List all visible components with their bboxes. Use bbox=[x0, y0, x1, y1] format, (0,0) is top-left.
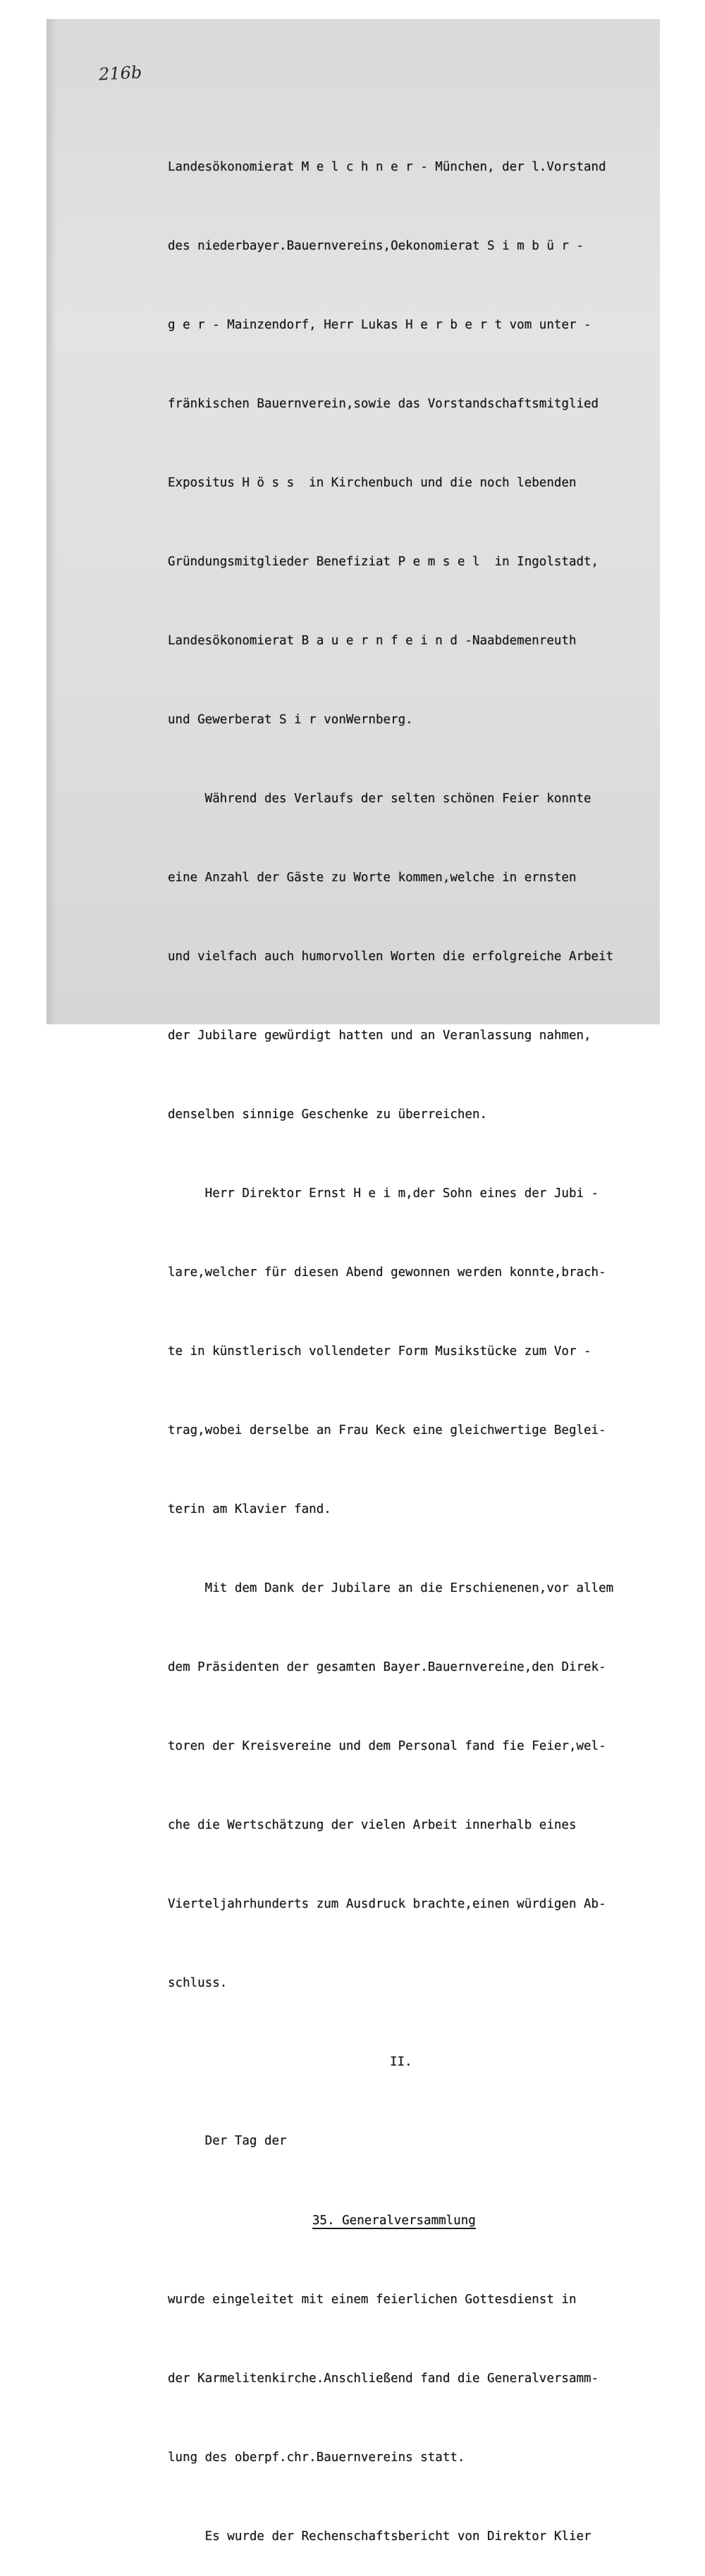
text-line-3: g e r - Mainzendorf, Herr Lukas H e r b e r t vom unter - bbox=[168, 317, 591, 332]
closing-line-1: wurde eingeleitet mit einem feierlichen Gottesdienst in bbox=[168, 2292, 577, 2307]
text-line-20: dem Präsidenten der gesamten Bayer.Bauernvereine,den Direk- bbox=[168, 1660, 606, 1675]
section-intro: Der Tag der bbox=[168, 2134, 287, 2149]
text-line-8: und Gewerberat S i r vonWernberg. bbox=[168, 712, 413, 727]
text-line-23: Vierteljahrhunderts zum Ausdruck brachte,einen würdigen Ab- bbox=[168, 1897, 606, 1912]
text-line-16: te in künstlerisch vollendeter Form Musikstücke zum Vor - bbox=[168, 1344, 591, 1359]
section-heading bbox=[168, 2208, 647, 2234]
text-line-2: des niederbayer.Bauernvereins,Oekonomierat S i m b ü r - bbox=[168, 238, 584, 253]
section-heading-text: 35. Generalversammlung bbox=[312, 2213, 476, 2228]
text-line-9: Während des Verlaufs der selten schönen Feier konnte bbox=[168, 791, 591, 806]
archive-number: 216b bbox=[98, 62, 142, 85]
typewritten-text bbox=[168, 102, 647, 2576]
text-line-22: che die Wertschätzung der vielen Arbeit innerhalb eines bbox=[168, 1818, 577, 1833]
text-line-12: der Jubilare gewürdigt hatten und an Veranlassung nahmen, bbox=[168, 1029, 591, 1043]
text-line-4: fränkischen Bauernverein,sowie das Vorstandschaftsmitglied bbox=[168, 396, 599, 411]
text-line-6: Gründungsmitglieder Benefiziat P e m s e l in Ingolstadt, bbox=[168, 554, 599, 569]
closing-line-4: Es wurde der Rechenschaftsbericht von Direktor Klier bbox=[168, 2529, 591, 2544]
text-line-24: schluss. bbox=[168, 1976, 228, 1991]
text-line-13: denselben sinnige Geschenke zu überreichen. bbox=[168, 1108, 488, 1122]
closing-line-2: der Karmelitenkirche.Anschließend fand die Generalversamm- bbox=[168, 2371, 599, 2386]
section-roman-numeral: II. bbox=[390, 2055, 412, 2070]
text-line-21: toren der Kreisvereine und dem Personal fand fie Feier,wel- bbox=[168, 1739, 606, 1754]
text-line-19: Mit dem Dank der Jubilare an die Erschienenen,vor allem bbox=[168, 1581, 614, 1596]
text-line-18: terin am Klavier fand. bbox=[168, 1502, 331, 1517]
text-line-17: trag,wobei derselbe an Frau Keck eine gleichwertige Beglei- bbox=[168, 1423, 606, 1438]
text-line-14: Herr Direktor Ernst H e i m,der Sohn eines der Jubi - bbox=[168, 1186, 599, 1201]
text-line-7: Landesökonomierat B a u e r n f e i n d -Naabdemenreuth bbox=[168, 633, 577, 648]
text-line-10: eine Anzahl der Gäste zu Worte kommen,welche in ernsten bbox=[168, 870, 577, 885]
text-line-11: und vielfach auch humorvollen Worten die erfolgreiche Arbeit bbox=[168, 950, 614, 964]
text-line-5: Expositus H ö s s in Kirchenbuch und die noch lebenden bbox=[168, 475, 577, 490]
page-edge-shadow bbox=[47, 19, 56, 1024]
closing-line-3: lung des oberpf.chr.Bauernvereins statt. bbox=[168, 2450, 465, 2465]
text-line-1: Landesökonomierat M e l c h n e r - München, der l.Vorstand bbox=[168, 159, 606, 174]
text-line-15: lare,welcher für diesen Abend gewonnen werden konnte,brach- bbox=[168, 1265, 606, 1280]
